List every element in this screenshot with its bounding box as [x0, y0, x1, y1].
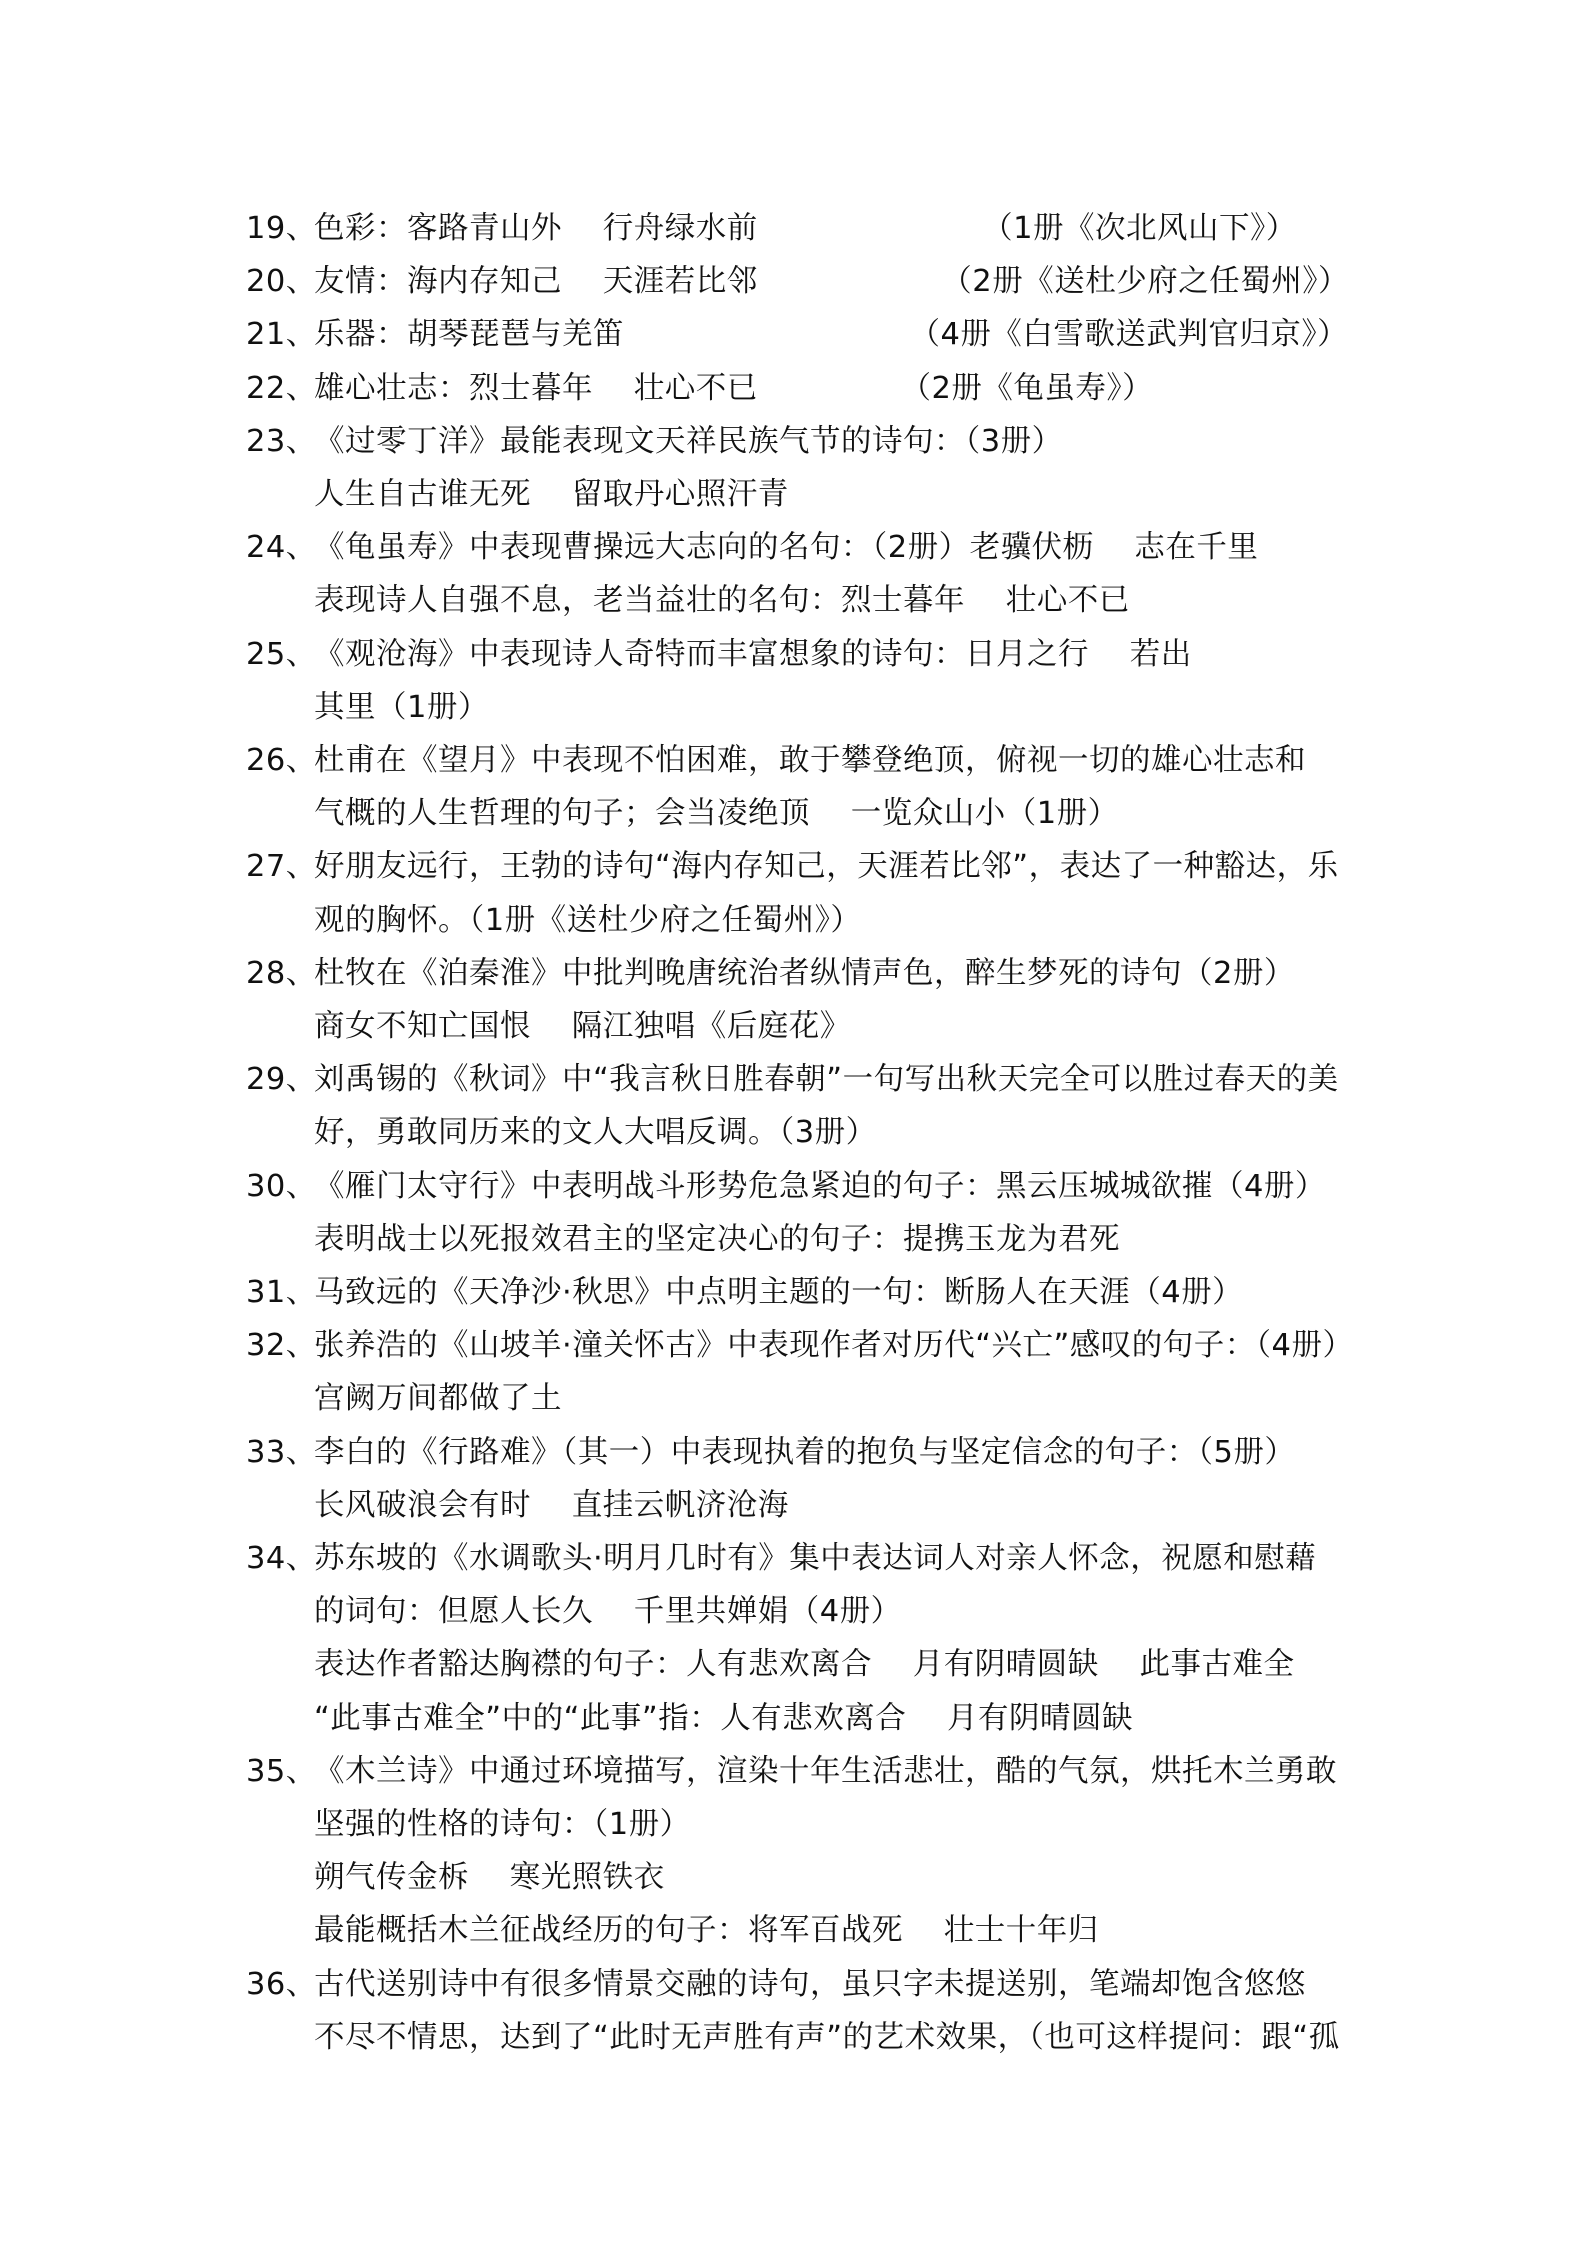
item-number: 29、 [246, 1062, 317, 1097]
continuation-text: 的词句：但愿人长久 千里共婵娟（4册） [314, 1594, 902, 1629]
continuation-text: 气概的人生哲理的句子；会当凌绝顶 一览众山小（1册） [314, 796, 1119, 831]
item-number: 25、 [246, 637, 317, 672]
continuation-text: 表现诗人自强不息，老当益壮的名句：烈士暮年 壮心不已 [314, 583, 1130, 618]
item-text: 张养浩的《山坡羊·潼关怀古》中表现作者对历代“兴亡”感叹的句子：（4册） [314, 1328, 1354, 1363]
item-text: 《观沧海》中表现诗人奇特而丰富想象的诗句：日月之行 若出 [314, 637, 1192, 672]
item-number: 31、 [246, 1275, 317, 1310]
continuation-text: 不尽不情思，达到了“此时无声胜有声”的艺术效果，（也可这样提问：跟“孤 [314, 2020, 1340, 2055]
continuation-text: 长风破浪会有时 直挂云帆济沧海 [314, 1488, 789, 1523]
item-text: 李白的《行路难》（其一）中表现执着的抱负与坚定信念的句子：（5册） [314, 1435, 1296, 1470]
item-text: 马致远的《天净沙·秋思》中点明主题的一句：断肠人在天涯（4册） [314, 1275, 1244, 1310]
continuation-text: 商女不知亡国恨 隔江独唱《后庭花》 [314, 1009, 851, 1044]
item-number: 19、 [246, 211, 317, 246]
item-number: 35、 [246, 1754, 317, 1789]
continuation-text: 人生自古谁无死 留取丹心照汗青 [314, 477, 789, 512]
item-number: 33、 [246, 1435, 317, 1470]
item-text: 《过零丁洋》最能表现文天祥民族气节的诗句：（3册） [314, 424, 1063, 459]
item-text: 色彩：客路青山外 行舟绿水前 （1册《次北风山下》） [314, 211, 1297, 246]
item-number: 36、 [246, 1967, 317, 2002]
item-text: 好朋友远行，王勃的诗句“海内存知己，天涯若比邻”，表达了一种豁达，乐 [314, 849, 1339, 884]
continuation-text: 其里（1册） [314, 690, 489, 725]
continuation-text: 宫阙万间都做了土 [314, 1381, 562, 1416]
item-text: 雄心壮志：烈士暮年 壮心不已 （2册《龟虽寿》） [314, 371, 1154, 406]
item-text: 杜牧在《泊秦淮》中批判晚唐统治者纵情声色，醉生梦死的诗句（2册） [314, 956, 1295, 991]
item-number: 32、 [246, 1328, 317, 1363]
item-number: 24、 [246, 530, 317, 565]
item-text: 苏东坡的《水调歌头·明月几时有》集中表达词人对亲人怀念，祝愿和慰藉 [314, 1541, 1317, 1576]
continuation-text: 坚强的性格的诗句：（1册） [314, 1807, 691, 1842]
item-number: 20、 [246, 264, 317, 299]
item-number: 30、 [246, 1169, 317, 1204]
continuation-text: 表明战士以死报效君主的坚定决心的句子：提携玉龙为君死 [314, 1222, 1120, 1257]
item-number: 34、 [246, 1541, 317, 1576]
item-text: 友情：海内存知己 天涯若比邻 （2册《送杜少府之任蜀州》） [314, 264, 1349, 299]
item-text: 《木兰诗》中通过环境描写，渲染十年生活悲壮，酷的气氛，烘托木兰勇敢 [314, 1754, 1337, 1789]
item-number: 26、 [246, 743, 317, 778]
continuation-text: “此事古难全”中的“此事”指：人有悲欢离合 月有阴晴圆缺 [314, 1701, 1133, 1736]
continuation-text: 观的胸怀。（1册《送杜少府之任蜀州》） [314, 903, 862, 938]
item-text: 《龟虽寿》中表现曹操远大志向的名句：（2册）老骥伏枥 志在千里 [314, 530, 1259, 565]
item-text: 《雁门太守行》中表明战斗形势危急紧迫的句子：黑云压城城欲摧（4册） [314, 1169, 1326, 1204]
item-number: 21、 [246, 317, 317, 352]
item-text: 乐器：胡琴琵琶与羌笛 （4册《白雪歌送武判官归京》） [314, 317, 1349, 352]
continuation-text: 朔气传金柝 寒光照铁衣 [314, 1860, 665, 1895]
item-number: 22、 [246, 371, 317, 406]
continuation-text: 好，勇敢同历来的文人大唱反调。（3册） [314, 1115, 877, 1150]
item-text: 古代送别诗中有很多情景交融的诗句，虽只字未提送别，笔端却饱含悠悠 [314, 1967, 1306, 2002]
item-text: 杜甫在《望月》中表现不怕困难，敢于攀登绝顶，俯视一切的雄心壮志和 [314, 743, 1306, 778]
item-text: 刘禹锡的《秋词》中“我言秋日胜春朝”一句写出秋天完全可以胜过春天的美 [314, 1062, 1339, 1097]
item-number: 27、 [246, 849, 317, 884]
continuation-text: 最能概括木兰征战经历的句子：将军百战死 壮士十年归 [314, 1913, 1099, 1948]
item-number: 23、 [246, 424, 317, 459]
item-number: 28、 [246, 956, 317, 991]
continuation-text: 表达作者豁达胸襟的句子：人有悲欢离合 月有阴晴圆缺 此事古难全 [314, 1647, 1295, 1682]
